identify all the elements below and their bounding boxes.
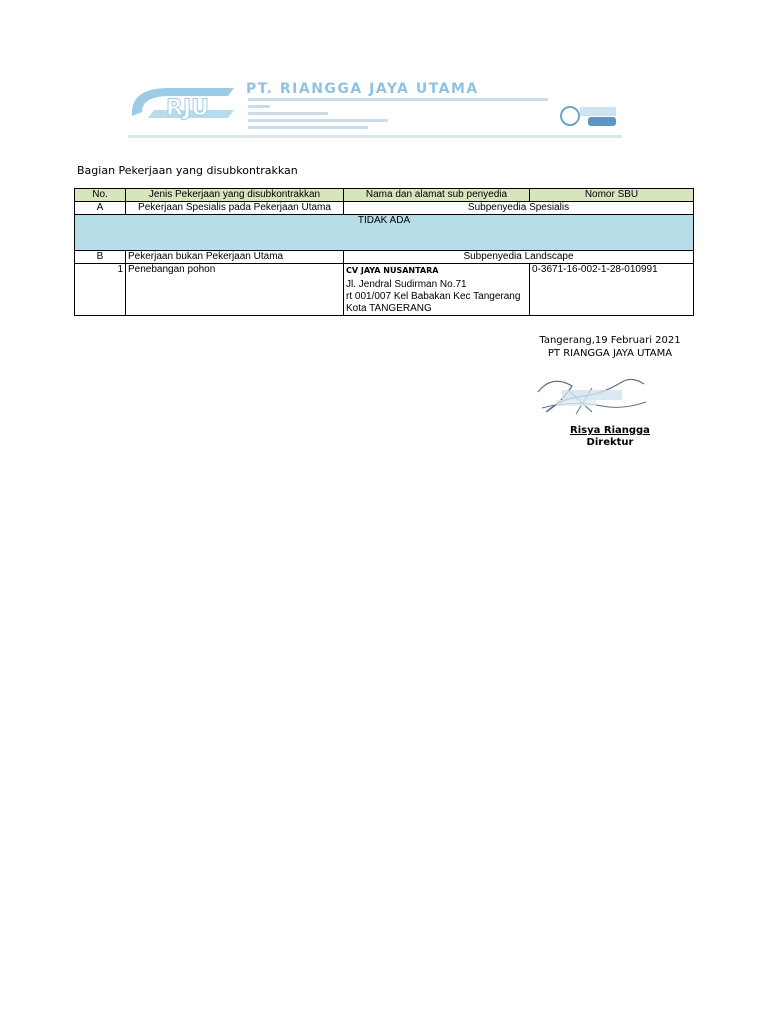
letterhead [128,78,622,140]
row-nama-alamat [344,264,530,316]
header-no: No. [75,189,126,202]
signer-role: Direktur [586,437,634,448]
row-alamat-2: rt 001/007 Kel Babakan Kec Tangerang [346,291,521,302]
certification-badge-icon [558,104,620,130]
group-a-no: A [75,202,126,215]
group-a-jenis: Pekerjaan Spesialis pada Pekerjaan Utama [126,202,344,215]
signer [550,425,670,449]
header-nama: Nama dan alamat sub penyedia [344,189,530,202]
header-jenis: Jenis Pekerjaan yang disubkontrakkan [126,189,344,202]
group-a-row [75,202,694,215]
company-address-lines [248,98,548,133]
letterhead-divider [128,135,622,138]
place-date: Tangerang,19 Februari 2021 [539,335,681,346]
row-alamat-3: Kota TANGERANG [346,303,432,314]
row-nama: CV JAYA NUSANTARA [346,266,439,275]
company-name: PT. RIANGGA JAYA UTAMA [246,81,479,97]
header-sbu: Nomor SBU [530,189,694,202]
row-jenis: Penebangan pohon [126,264,344,316]
row-alamat-1: Jl. Jendral Sudirman No.71 [346,279,467,290]
group-a-note: TIDAK ADA [75,215,694,251]
group-b-no: B [75,251,126,264]
group-a-note-row [75,215,694,251]
group-b-row [75,251,694,264]
svg-text:RJU: RJU [166,96,209,121]
group-b-subpenyedia: Subpenyedia Landscape [344,251,694,264]
group-a-subpenyedia: Subpenyedia Spesialis [344,202,694,215]
table-header-row [75,189,694,202]
group-b-jenis: Pekerjaan bukan Pekerjaan Utama [126,251,344,264]
row-sbu: 0-3671-16-002-1-28-010991 [530,264,694,316]
signature-company: PT RIANGGA JAYA UTAMA [547,348,673,359]
section-title: Bagian Pekerjaan yang disubkontrakkan [77,164,298,177]
signer-name: Risya Riangga [570,425,650,436]
signature-header [530,334,690,360]
rju-logo-icon [128,82,238,126]
subcontract-table [74,188,694,316]
row-no: 1 [75,264,126,316]
table-row [75,264,694,316]
signature-stamp-icon [532,372,650,418]
